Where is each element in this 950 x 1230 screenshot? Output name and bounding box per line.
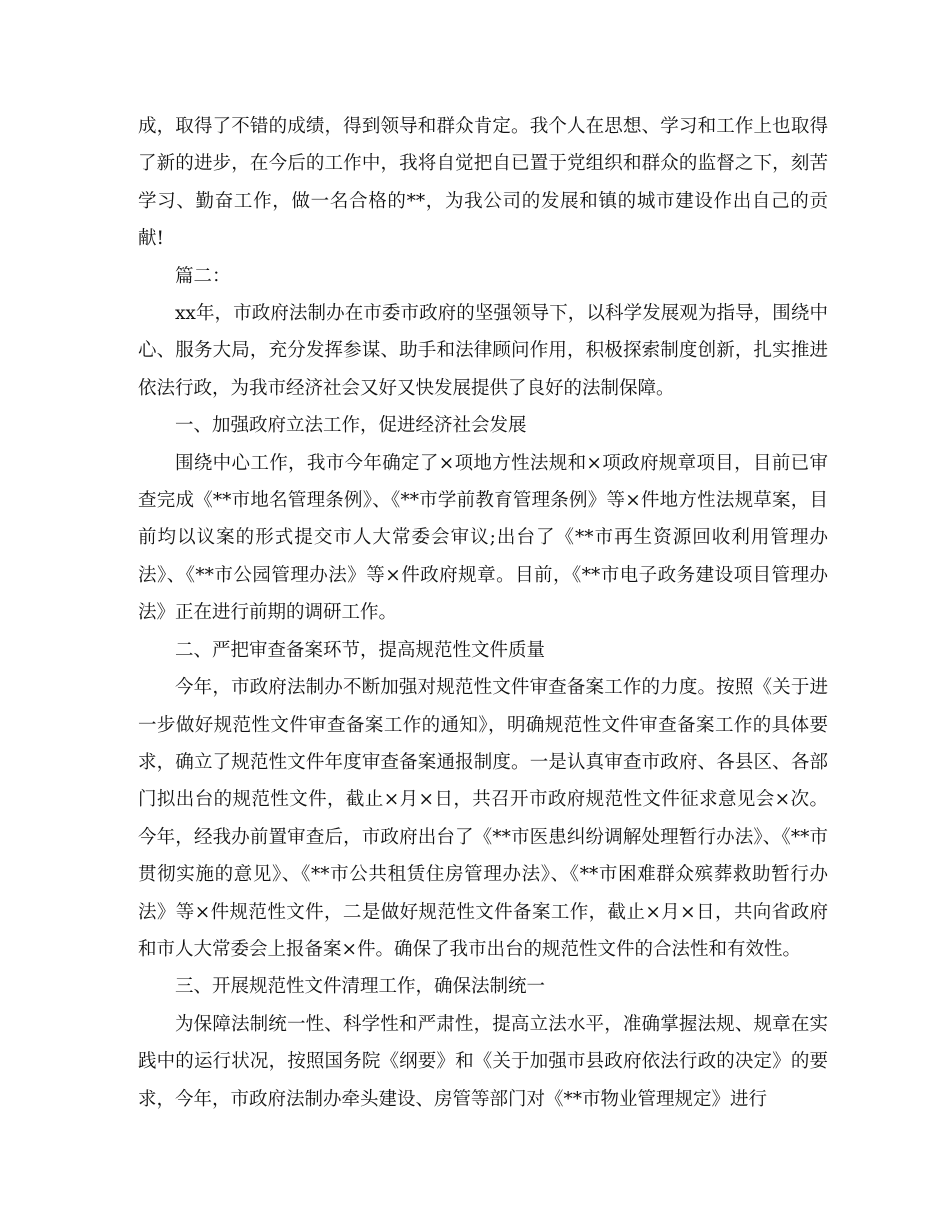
heading-3: 三、开展规范性文件清理工作，确保法制统一 (175, 976, 546, 998)
paragraph-review-filing: 今年，市政府法制办不断加强对规范性文件审查备案工作的力度。按照《关于进一步做好规范性文件审查备案工作的通知》，明确规范性文件审查备案工作的具体要求，确立了规范性文件年度审查备案通报制度。一是认真审查市政府、各县区、各部门拟出台的规范性文件，截止×月×日，共召开市政府规范性文件征求意见会×次。今年，经我办前置审查后，市政府出台了《**市医患纠纷调解处理暂行办法》、《**市贯彻实施的意见》、《**市公共租赁住房管理办法》、《**市困难群众殡葬救助暂行办法》等×件规范性文件，二是做好规范性文件备案工作，截止×月×日，共向省政府和市人大常委会上报备案×件。确保了我市出台的规范性文件的合法性和有效性。 (138, 677, 828, 960)
paragraph-continuation: 成，取得了不错的成绩，得到领导和群众肯定。我个人在思想、学习和工作上也取得了新的进步，在今后的工作中，我将自觉把自已置于党组织和群众的监督之下，刻苦学习、勤奋工作，做一名合格的**，为我公司的发展和镇的城市建设作出自己的贡献! (138, 116, 828, 250)
paragraph-intro: xx年，市政府法制办在市委市政府的坚强领导下，以科学发展观为指导，围绕中心、服务大局，充分发挥参谋、助手和法律顾问作用，积极探索制度创新，扎实推进依法行政，为我市经济社会又好又快发展提供了良好的法制保障。 (138, 303, 828, 399)
section-label: 篇二： (175, 265, 231, 287)
paragraph-legislation: 围绕中心工作，我市今年确定了×项地方性法规和×项政府规章项目，目前已审查完成《**市地名管理条例》、《**市学前教育管理条例》等×件地方性法规草案，目前均以议案的形式提交市人大常委会审议;出台了《**市再生资源回收利用管理办法》、《**市公园管理办法》等×件政府规章。目前，《**市电子政务建设项目管理办法》正在进行前期的调研工作。 (138, 452, 828, 624)
heading-2: 二、严把审查备案环节，提高规范性文件质量 (175, 639, 546, 661)
document-body (138, 108, 828, 1118)
paragraph-cleanup: 为保障法制统一性、科学性和严肃性，提高立法水平，准确掌握法规、规章在实践中的运行状况，按照国务院《纲要》和《关于加强市县政府依法行政的决定》的要求，今年，市政府法制办牵头建设、房管等部门对《**市物业管理规定》进行 (138, 1013, 828, 1110)
heading-1: 一、加强政府立法工作，促进经济社会发展 (175, 415, 527, 437)
